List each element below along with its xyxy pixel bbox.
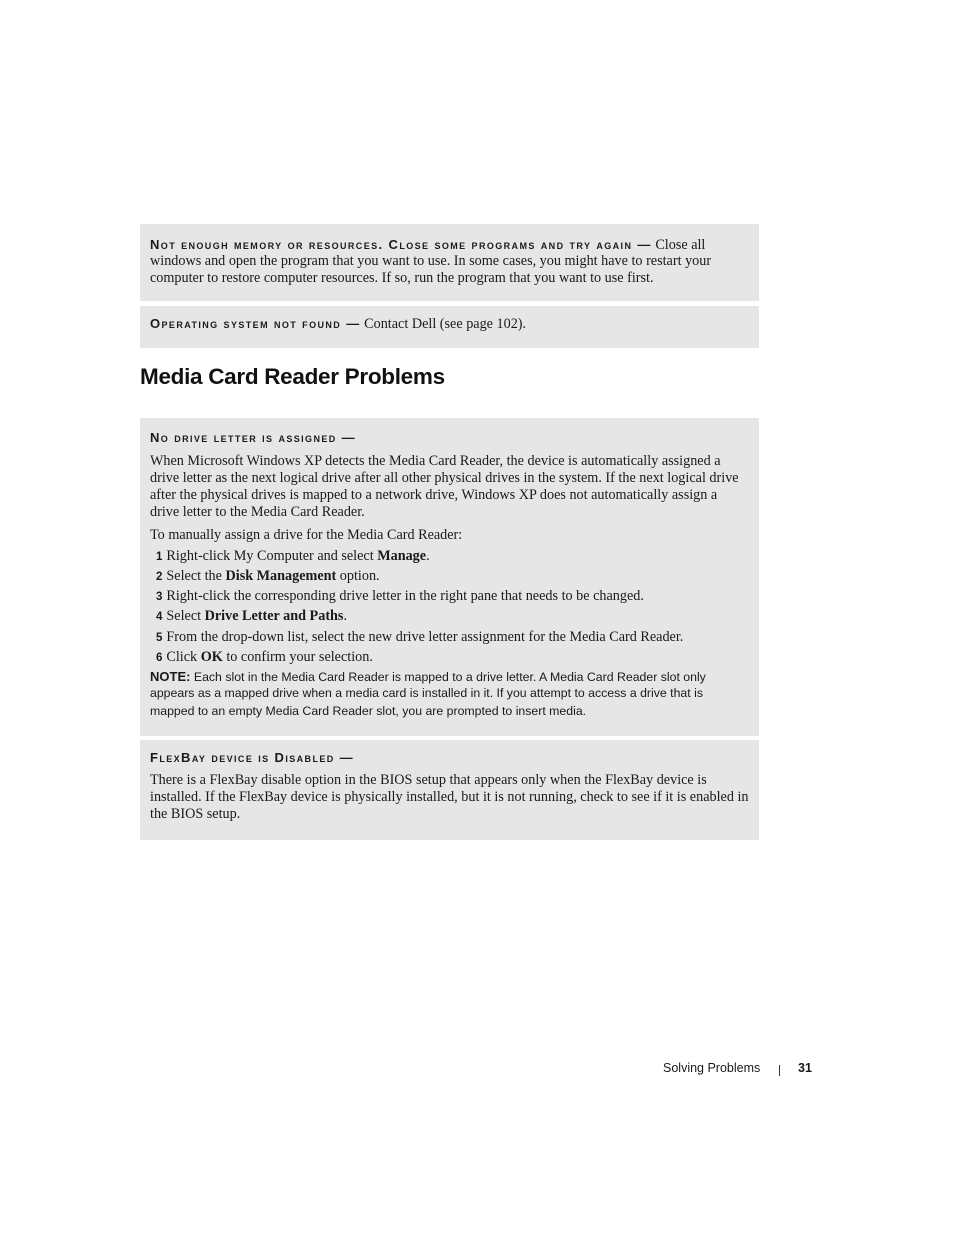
note-line-3: mapped to an empty Media Card Reader slot, you are prompted to insert media. [150, 704, 587, 718]
flexbay-lead-line [150, 749, 354, 767]
step-3: 3 Right-click the corresponding drive letter in the right pane that needs to be changed. [156, 588, 644, 604]
memory-error-lead: Not enough memory or resources. Close some programs and try again — [150, 237, 652, 252]
flexbay-lead: FlexBay device is Disabled — [150, 750, 355, 765]
step-1: 1 Right-click My Computer and select Manage. [156, 548, 430, 564]
os-not-found-line [150, 315, 526, 333]
page-number: 31 [798, 1061, 812, 1075]
os-not-found-box [140, 306, 759, 348]
os-not-found-text: Contact Dell (see page 102). [364, 316, 527, 332]
note-line-2: appears as a mapped drive when a media card is installed in it. If you attempt to access a drive that is [150, 686, 703, 700]
no-drive-letter-lead-line [150, 429, 356, 447]
no-drive-letter-lead: No drive letter is assigned — [150, 430, 357, 445]
memory-error-box [140, 224, 759, 301]
step-6: 6 Click OK to confirm your selection. [156, 649, 373, 665]
memory-error-line-3: computer to restore computer resources. If so, run the program that you want to use first. [150, 270, 654, 286]
no-drive-para-line-4: drive letter to the Media Card Reader. [150, 504, 365, 520]
flexbay-line-3: the BIOS setup. [150, 806, 241, 822]
footer-separator [779, 1065, 780, 1076]
flexbay-disabled-box [140, 740, 759, 840]
note-line-1: NOTE: Each slot in the Media Card Reader is mapped to a drive letter. A Media Card Reader slot only [150, 669, 706, 684]
no-drive-letter-box [140, 418, 759, 736]
step-2: 2 Select the Disk Management option. [156, 568, 380, 584]
steps-intro: To manually assign a drive for the Media Card Reader: [150, 527, 463, 543]
memory-error-line-2: windows and open the program that you want to use. In some cases, you might have to restart your [150, 253, 712, 269]
no-drive-para-line-2: drive letter as the next logical drive after all other physical drives in the system. If the next logical drive [150, 470, 739, 486]
flexbay-line-1: There is a FlexBay disable option in the BIOS setup that appears only when the FlexBay device is [150, 772, 707, 788]
no-drive-para-line-1: When Microsoft Windows XP detects the Media Card Reader, the device is automatically assigned a [150, 453, 721, 469]
footer-section-title: Solving Problems [663, 1061, 761, 1075]
memory-error-line-1 [150, 236, 705, 254]
no-drive-para-line-3: after the physical drives is mapped to a network drive, Windows XP does not automatically assign a [150, 487, 718, 503]
memory-error-text: Close all [655, 237, 706, 253]
note-label: NOTE: [150, 669, 191, 684]
step-4: 4 Select Drive Letter and Paths. [156, 608, 348, 624]
step-5: 5 From the drop-down list, select the new drive letter assignment for the Media Card Reader. [156, 629, 684, 645]
flexbay-line-2: installed. If the FlexBay device is physically installed, but it is not running, check to see if it is enabled in [150, 789, 749, 805]
section-heading: Media Card Reader Problems [140, 364, 445, 389]
os-not-found-lead: Operating system not found — [150, 316, 361, 331]
